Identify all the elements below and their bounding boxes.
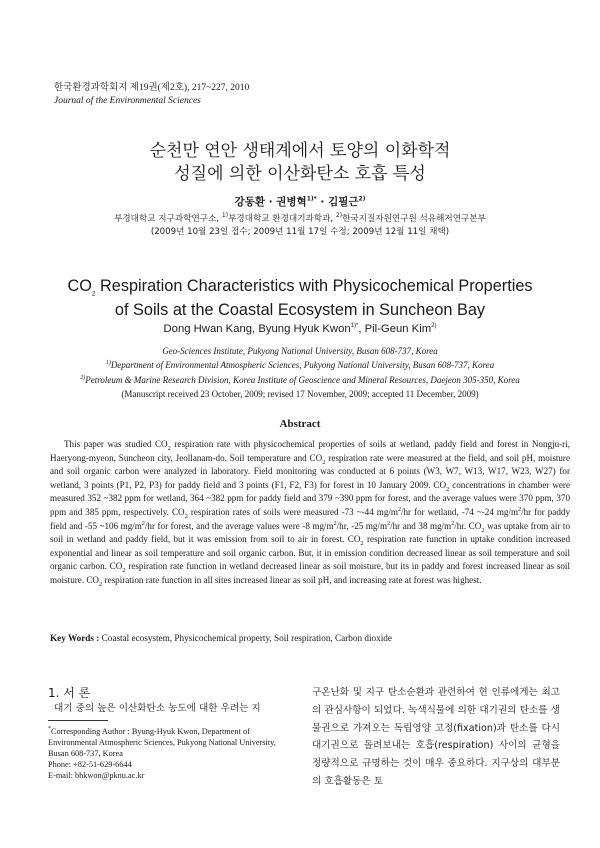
korean-title [0,140,600,186]
english-author-1-mark: 1)* [350,323,359,330]
abstract-heading: Abstract [279,418,321,430]
english-affil-2: Department of Environmental Atmospheric Sciences, Pukyong National University, Busan 608-737, Korea [110,360,495,371]
footnote-mark: * [48,726,51,733]
english-author-2-mark: 2) [431,323,437,330]
keywords-text: Coastal ecosystem, Physicochemical property, Soil respiration, Carbon dioxide [99,633,392,643]
english-dates: (Manuscript received 23 October, 2009; revised 17 November, 2009; accepted 11 December, 2009) [121,388,479,399]
korean-affil-mark-2: 2) [335,212,343,220]
korean-authors [0,194,600,209]
english-author-1: Dong Hwan Kang, Byung Hyuk Kwon [163,323,351,335]
journal-name: Journal of the Environmental Sciences [54,96,201,106]
korean-title-line1: 순천만 연안 생태계에서 토양의 이화학적 [149,141,451,161]
english-affil-mark-3: 2) [80,374,86,381]
footnote-phone: Phone: +82-51-629-6644 [48,760,132,769]
right-column-text: 구온난화 및 지구 탄소순환과 관련하여 현 인류에게는 최고의 관심사항이 되었다. 녹색식물에 의한 대기권의 탄소를 생물권으로 가져오는 독립영양 고정(fixation)과 탄소를 다시 대기권으로 돌려보내는 호흡(respiration) 사이의 균형을 정량적으로 규명하는 것이 매우 중요하다. 지구상의 대부분의 호흡활동은 토 [312,687,560,787]
abstract-body: This paper was studied $CO_2$ respiration rate with physicochemical properties of soils at wetland, paddy field and forest in Nongju-ri, Haeryong-myeon, Suncheon city, Jeollanam-do. Soil temperature and $CO_2$ respiration rate were measured at the field, and soil pH, moisture and soil organic carbon were analyzed in laboratory. Field monitoring was conducted at 6 points (W3, W7, W13, W17, W23, W27) for wetland, 3 points (P1, P2, P3) for paddy field and 3 points (F1, F2, F3) for forest in 10 January 2009. $CO_2$ concentrations in chamber were measured 352 ~382 ppm for wetland, 364 ~382 ppm for paddy field and 379 ~390 ppm for forest, and the average values were 370 ppm, 370 ppm and 385 ppm, respectively. $CO_2$ respiration rates of soils were measured -73 ~-44 $mg/m^2/hr$ for wetland, -74 ~-24 $mg/m^2/hr$ for paddy field and -55 ~106 $mg/m^2/hr$ for forest, and the average values were -8 $mg/m^2/hr$, -25 $mg/m^2/hr$ and 38 $mg/m^2/hr$. $CO_2$ was uptake from air to soil in wetland and paddy field, but it was emission from soil to air in forest. $CO_2$ respiration rate function in uptake condition increased exponential and linear as soil temperature and soil organic carbon. But, it in emission condition decreased linear as soil temperature and soil organic carbon. $CO_2$ respiration rate function in wetland decreased linear as soil moisture, but its in paddy and forest increased linear as soil moisture. $CO_2$ respiration rate function in all sites increased linear as soil pH, and increasing rate at forest was highest. [50,439,571,588]
english-title [0,274,600,322]
left-column-text: 대기 중의 높은 이산화탄소 농도에 대한 우려는 지 [54,703,261,714]
english-affiliation [0,344,600,401]
korean-author-1-mark: 1)* [306,195,317,203]
korean-affiliation [0,213,600,239]
footnote [48,726,296,781]
korean-author-2-mark: 2) [358,195,366,203]
korean-affil-mark-1: 1) [221,212,229,220]
korean-title-line2: 성질에 의한 이산화탄소 호흡 특성 [174,164,426,184]
english-title-line2: of Soils at the Coastal Ecosystem in Suncheon Bay [114,301,486,319]
english-authors [0,323,600,335]
korean-author-1: 강동환 · 권병혁 [234,196,307,208]
english-affil-1: Geo-Sciences Institute, Pukyong National University, Busan 608-737, Korea [162,346,438,356]
journal-header [54,82,249,108]
korean-dates: (2009년 10월 23일 접수; 2009년 11월 17일 수정; 2009년 12월 11일 채택) [150,227,450,237]
english-affil-3: Petroleum & Marine Research Division, Korea Institute of Geoscience and Mineral Resources, Daejeon 305-350, Korea [85,374,520,385]
keywords-label: Key Words : [50,633,100,643]
english-author-2: , Pil-Geun Kim [358,323,432,335]
korean-affil-1: 부경대학교 지구과학연구소, [114,214,222,224]
footnote-divider [48,720,108,721]
footnote-email: E-mail: bhkwon@pknu.ac.kr [48,771,145,780]
english-title-co: CO [67,277,92,295]
section-heading: 1. 서 론 [48,686,91,700]
english-affil-mark-2: 1) [105,360,111,367]
korean-author-2: · 김필근 [316,196,359,208]
korean-affil-2: 부경대학교 환경대기과학과, [228,214,336,224]
keywords [50,633,392,643]
korean-affil-3: 한국지질자원연구원 석유해저연구본부 [342,214,486,224]
english-title-sub: 2 [91,290,96,298]
english-title-line1: Respiration Characteristics with Physicochemical Properties [95,277,533,295]
footnote-author: Corresponding Author : Byung-Hyuk Kwon, Department of Environmental Atmospheric Sciences, Pukyong National University, Busan 608-737, Korea [48,727,276,758]
citation: 한국환경과학회지 제19권(제2호), 217~227, 2010 [54,83,250,93]
